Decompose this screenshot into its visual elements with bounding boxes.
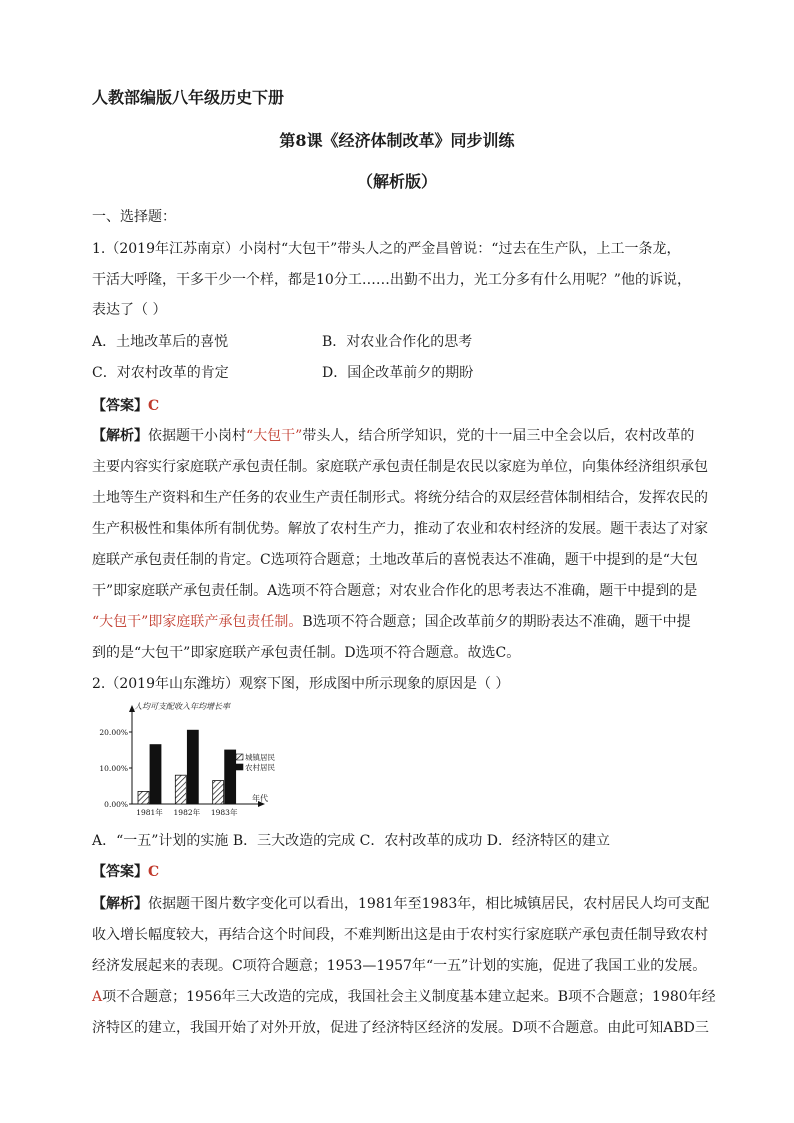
q1-stem-line-3: 表达了（ ） — [92, 302, 167, 318]
q2-analysis-line-3: 经济发展起来的表现。C项符合题意；1953—1957年“一五”计划的实施，促进了我国工业的发展。 — [92, 958, 707, 974]
y-tick-label: 0.00% — [104, 800, 128, 809]
analysis-text: 带头人，结合所学知识，党的十一届三中全会以后，农村改革的 — [302, 428, 695, 444]
q1-analysis-line-1 — [92, 426, 694, 446]
bar-urban — [213, 781, 224, 804]
answer-value: C — [148, 864, 160, 880]
page-subtitle: （解析版） — [356, 172, 437, 191]
q2-analysis-line-1 — [92, 894, 709, 914]
q2-answer — [92, 862, 159, 882]
q1-option-a: A．土地改革后的喜悦 — [92, 334, 229, 350]
bar-rural — [150, 745, 161, 804]
x-tick-label: 1981年 — [136, 808, 163, 817]
answer-tag: 【答案】 — [92, 398, 148, 414]
analysis-highlight: A — [92, 989, 103, 1005]
q2-analysis-line-5: 济特区的建立，我国开始了对外开放，促进了经济特区经济的发展。D项不合题意。由此可知ABD三 — [92, 1020, 709, 1036]
q2-options: A．“一五”计划的实施 B．三大改造的完成 C．农村改革的成功 D．经济特区的建立 — [92, 833, 610, 849]
q2-stem: 2.（2019年山东潍坊）观察下图，形成图中所示现象的原因是（ ） — [92, 676, 510, 692]
q1-analysis-line-2: 主要内容实行家庭联产承包责任制。家庭联产承包责任制是农民以家庭为单位，向集体经济组织承包 — [92, 459, 708, 475]
q1-option-c: C．对农村改革的肯定 — [92, 365, 229, 381]
analysis-tag: 【解析】 — [92, 896, 148, 912]
q1-analysis-line-8: 到的是“大包干”即家庭联产承包责任制。D选项不符合题意。故选C。 — [92, 645, 521, 661]
analysis-text: 项不合题意；1956年三大改造的完成，我国社会主义制度基本建立起来。B项不合题意；1980年经 — [102, 989, 716, 1005]
q1-analysis-line-7 — [92, 612, 691, 632]
q1-answer — [92, 396, 159, 416]
section-heading: 一、选择题： — [92, 209, 176, 225]
analysis-highlight: “大包干”即家庭联产承包责任制。 — [92, 614, 303, 630]
q1-analysis-line-4: 生产积极性和集体所有制优势。解放了农村生产力，推动了农业和农村经济的发展。题干表达了对家 — [92, 521, 708, 537]
chart-title: 人均可支配收入年均增长率 — [134, 702, 230, 711]
legend-label: 农村居民 — [245, 763, 275, 772]
y-tick-label: 20.00% — [99, 728, 128, 737]
analysis-text: B选项不符合题意；国企改革前夕的期盼表达不准确，题干中提 — [302, 614, 691, 630]
answer-value: C — [148, 398, 160, 414]
q1-analysis-line-6: 干”即家庭联产承包责任制。A选项不符合题意；对农业合作化的思考表达不准确，题干中提到的是 — [92, 583, 698, 599]
q2-analysis-line-2: 收入增长幅度较大，再结合这个时间段，不难判断出这是由于农村实行家庭联产承包责任制导致农村 — [92, 927, 708, 943]
textbook-label: 人教部编版八年级历史下册 — [92, 88, 285, 107]
bar-rural — [225, 750, 236, 804]
y-tick-label: 10.00% — [99, 764, 128, 773]
analysis-tag: 【解析】 — [92, 428, 148, 444]
analysis-highlight: “大包干” — [246, 428, 303, 444]
x-axis-label: 年代 — [252, 794, 268, 803]
income-growth-chart — [92, 700, 292, 822]
legend-label: 城镇居民 — [245, 753, 275, 762]
legend-swatch — [236, 754, 243, 760]
answer-tag: 【答案】 — [92, 864, 148, 880]
page-title: 第8课《经济体制改革》同步训练 — [279, 131, 515, 150]
q1-analysis-line-3: 土地等生产资料和生产任务的农业生产责任制形式。将统分结合的双层经营体制相结合，发挥农民的 — [92, 490, 708, 506]
legend-swatch — [236, 764, 243, 770]
q1-stem-line-1: 1.（2019年江苏南京）小岗村“大包干”带头人之的严金昌曾说：“过去在生产队，上工一条龙， — [92, 241, 681, 257]
q2-analysis-line-4 — [92, 987, 716, 1007]
q1-option-d: D．国企改革前夕的期盼 — [322, 365, 474, 381]
bar-urban — [175, 775, 186, 804]
q1-analysis-line-5: 庭联产承包责任制的肯定。C选项符合题意；土地改革后的喜悦表达不准确，题干中提到的是“大包 — [92, 552, 698, 568]
x-tick-label: 1983年 — [210, 808, 238, 817]
x-tick-label: 1982年 — [173, 808, 201, 817]
analysis-text: 依据题干图片数字变化可以看出，1981年至1983年，相比城镇居民，农村居民人均可支配 — [148, 896, 710, 912]
q1-stem-line-2: 干活大呼隆，干多干少一个样，都是10分工……出勤不出力，光工分多有什么用呢？”他的诉说， — [92, 272, 691, 288]
bar-rural — [187, 730, 198, 804]
bar-urban — [138, 791, 149, 804]
q1-option-b: B．对农业合作化的思考 — [322, 334, 473, 350]
analysis-text: 依据题干小岗村 — [148, 428, 246, 444]
